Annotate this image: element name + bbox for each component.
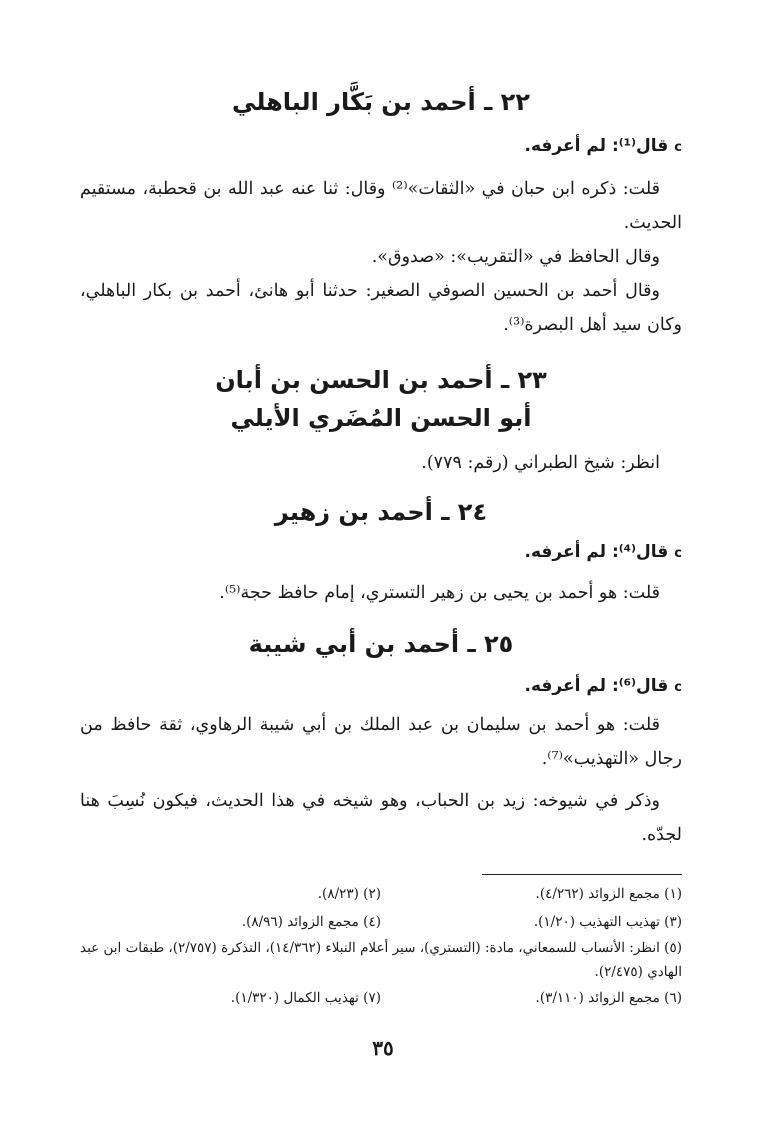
entry-24-body — [80, 576, 682, 610]
footnote-divider — [482, 874, 682, 875]
paragraph: قلت: هو أحمد بن سليمان بن عبد الملك بن أبي شيبة الرهاوي، ثقة حافظ من رجال «التهذيب»⁽⁷⁾. — [80, 715, 682, 769]
entry-22-body — [80, 172, 682, 342]
qal-text: قال⁽¹⁾: لم أعرفه. — [524, 136, 669, 156]
footnote-1: (١) مجمع الزوائد (٤/٢٦٢). — [535, 886, 682, 902]
entry-marker-icon: c — [674, 680, 682, 695]
qal-text: قال⁽⁶⁾: لم أعرفه. — [524, 676, 669, 696]
footnote-5: (٥) انظر: الأنساب للسمعاني، مادة: (التستري)، سير أعلام النبلاء (١٤/٣٦٢)، التذكرة (٢/٧٥٧)، طبقات ابن عبد الهادي (٢/٤٧٥). — [80, 940, 682, 980]
paragraph: وقال الحافظ في «التقريب»: «صدوق». — [371, 247, 660, 267]
paragraph: قلت: ذكره ابن حبان في «الثقات»⁽²⁾ وقال: ثنا عنه عبد الله بن قحطبة، مستقيم الحديث. — [80, 179, 682, 233]
paragraph: قلت: هو أحمد بن يحيى بن زهير التستري، إمام حافظ حجة⁽⁵⁾. — [219, 583, 660, 603]
footnote-2: (٢) (٨/٢٣). — [317, 886, 381, 902]
entry-23-heading-line2: أبو الحسن المُضَري الأيلي — [230, 404, 532, 432]
entry-24-heading: ٢٤ ـ أحمد بن زهير — [274, 498, 488, 526]
entry-25-qal — [524, 676, 682, 696]
qal-text: قال⁽⁴⁾: لم أعرفه. — [524, 542, 669, 562]
paragraph: وقال أحمد بن الحسين الصوفي الصغير: حدثنا أبو هانئ، أحمد بن بكار الباهلي، وكان سيد أهل البصرة⁽³⁾. — [80, 281, 682, 335]
entry-25-heading: ٢٥ ـ أحمد بن أبي شيبة — [248, 630, 514, 658]
entry-23-body — [80, 446, 682, 480]
entry-25-body — [80, 708, 682, 852]
entry-24-qal — [524, 542, 682, 562]
page-number: ٣٥ — [372, 1036, 394, 1060]
footnote-4: (٤) مجمع الزوائد (٨/٩٦). — [241, 914, 381, 930]
footnote-6: (٦) مجمع الزوائد (٣/١١٠). — [535, 990, 682, 1006]
entry-22-heading: ٢٢ ـ أحمد بن بَكَّار الباهلي — [232, 88, 530, 116]
footnotes — [80, 880, 682, 1012]
footnote-7: (٧) تهذيب الكمال (١/٣٢٠). — [230, 990, 381, 1006]
entry-22-qal — [524, 136, 682, 156]
footnote-3: (٣) تهذيب التهذيب (١/٢٠). — [533, 914, 682, 930]
entry-23-heading-line1: ٢٣ ـ أحمد بن الحسن بن أبان — [215, 366, 547, 394]
entry-marker-icon: c — [674, 546, 682, 561]
entry-marker-icon: c — [674, 140, 682, 155]
paragraph: انظر: شيخ الطبراني (رقم: ٧٧٩). — [421, 453, 660, 473]
paragraph: وذكر في شيوخه: زيد بن الحباب، وهو شيخه في هذا الحديث، فيكون نُسِبَ هنا لجدّه. — [80, 791, 682, 845]
